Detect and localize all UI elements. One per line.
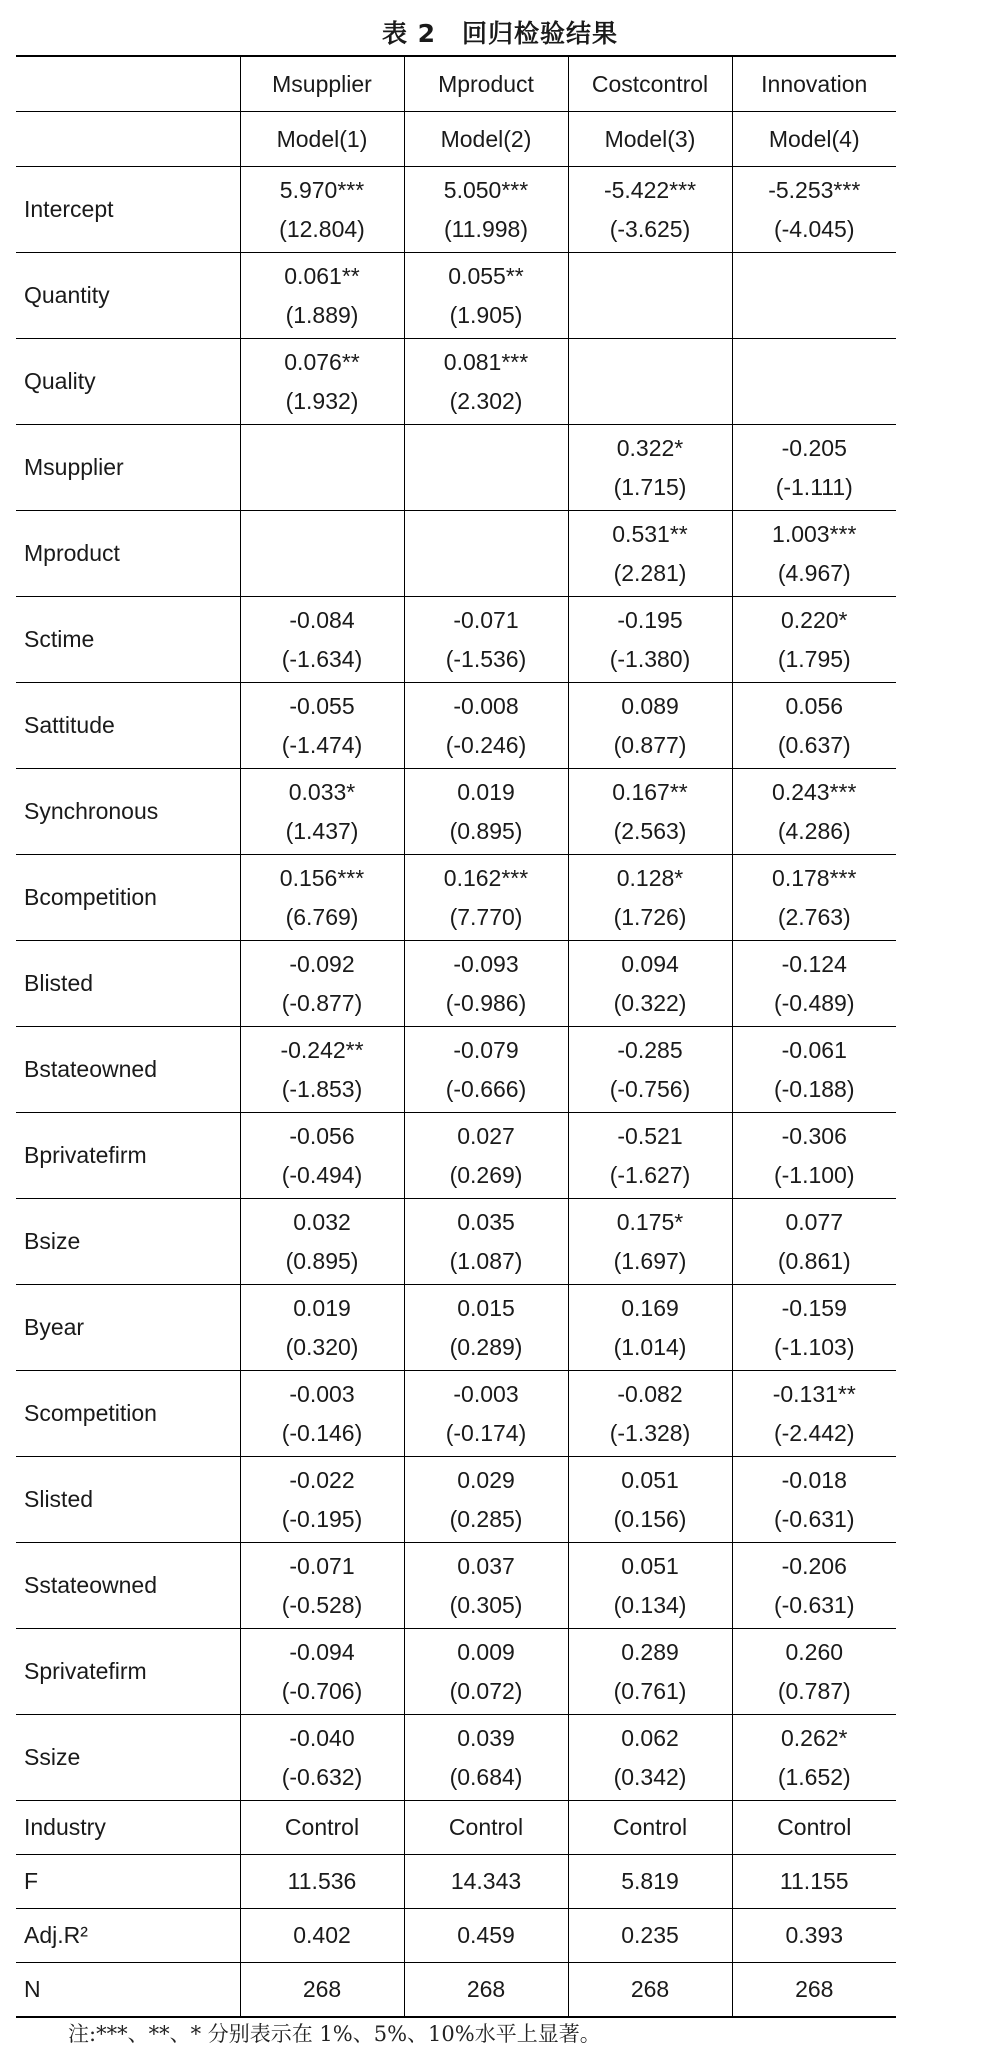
t-statistic: (2.302) bbox=[449, 387, 523, 414]
summary-cell: 14.343 bbox=[404, 1855, 568, 1909]
coefficient: 0.076** bbox=[284, 348, 360, 375]
t-statistic: (-0.246) bbox=[445, 731, 527, 758]
table-cell bbox=[404, 253, 568, 339]
table-row bbox=[16, 511, 896, 597]
table-cell bbox=[404, 1629, 568, 1715]
coefficient: -0.159 bbox=[781, 1294, 847, 1321]
coefficient: -0.195 bbox=[617, 606, 683, 633]
table-row bbox=[16, 167, 896, 253]
t-statistic: (-1.853) bbox=[281, 1075, 363, 1102]
table-cell bbox=[404, 1371, 568, 1457]
summary-cell: 0.459 bbox=[404, 1909, 568, 1963]
table-row bbox=[16, 1629, 896, 1715]
table-row bbox=[16, 1457, 896, 1543]
coefficient: 0.089 bbox=[621, 692, 679, 719]
coefficient: -0.285 bbox=[617, 1036, 683, 1063]
row-label: Msupplier bbox=[16, 425, 240, 511]
summary-cell: Control bbox=[568, 1801, 732, 1855]
header-corner bbox=[16, 112, 240, 167]
row-label: Sattitude bbox=[16, 683, 240, 769]
table-cell bbox=[404, 339, 568, 425]
row-label: Bstateowned bbox=[16, 1027, 240, 1113]
table-cell bbox=[568, 683, 732, 769]
table-cell bbox=[568, 855, 732, 941]
row-label: N bbox=[16, 1963, 240, 2018]
t-statistic: (-0.631) bbox=[773, 1505, 855, 1532]
coefficient: 0.175* bbox=[616, 1208, 684, 1235]
table-cell bbox=[568, 1371, 732, 1457]
t-statistic: (-4.045) bbox=[773, 215, 855, 242]
t-statistic: (-0.706) bbox=[281, 1677, 363, 1704]
table-cell bbox=[732, 1457, 896, 1543]
coefficient: 0.262* bbox=[780, 1724, 848, 1751]
table-cell bbox=[568, 941, 732, 1027]
t-statistic: (-0.528) bbox=[281, 1591, 363, 1618]
t-statistic: (0.342) bbox=[613, 1763, 687, 1790]
model-header: Model(4) bbox=[732, 112, 896, 167]
t-statistic: (1.652) bbox=[777, 1763, 851, 1790]
table-cell bbox=[568, 253, 732, 339]
t-statistic: (0.269) bbox=[449, 1161, 523, 1188]
coefficient: 5.970*** bbox=[279, 176, 365, 203]
coefficient: 0.243*** bbox=[772, 778, 857, 805]
table-cell bbox=[732, 1199, 896, 1285]
coefficient: 0.019 bbox=[293, 1294, 351, 1321]
coefficient: 0.032 bbox=[293, 1208, 351, 1235]
summary-row bbox=[16, 1855, 896, 1909]
header-row-models bbox=[16, 112, 896, 167]
coefficient: -0.061 bbox=[781, 1036, 847, 1063]
row-label: Bprivatefirm bbox=[16, 1113, 240, 1199]
table-cell bbox=[568, 1199, 732, 1285]
table-cell bbox=[240, 1457, 404, 1543]
coefficient: 5.050*** bbox=[443, 176, 529, 203]
table-cell bbox=[240, 597, 404, 683]
t-statistic: (1.905) bbox=[449, 301, 523, 328]
t-statistic: (-0.666) bbox=[445, 1075, 527, 1102]
t-statistic: (-0.195) bbox=[281, 1505, 363, 1532]
t-statistic: (-0.174) bbox=[445, 1419, 527, 1446]
row-label: Bcompetition bbox=[16, 855, 240, 941]
t-statistic: (0.285) bbox=[449, 1505, 523, 1532]
t-statistic: (-0.146) bbox=[281, 1419, 363, 1446]
table-cell bbox=[240, 769, 404, 855]
column-header: Msupplier bbox=[240, 56, 404, 112]
summary-cell: 11.536 bbox=[240, 1855, 404, 1909]
t-statistic: (1.889) bbox=[285, 301, 359, 328]
t-statistic: (0.289) bbox=[449, 1333, 523, 1360]
coefficient: 0.051 bbox=[621, 1552, 679, 1579]
t-statistic: (4.286) bbox=[777, 817, 851, 844]
t-statistic: (0.072) bbox=[449, 1677, 523, 1704]
row-label: Synchronous bbox=[16, 769, 240, 855]
t-statistic: (-2.442) bbox=[773, 1419, 855, 1446]
summary-cell: 0.235 bbox=[568, 1909, 732, 1963]
t-statistic: (12.804) bbox=[279, 215, 365, 242]
coefficient: 0.035 bbox=[457, 1208, 515, 1235]
coefficient: 0.220* bbox=[780, 606, 848, 633]
coefficient: -0.022 bbox=[289, 1466, 355, 1493]
t-statistic: (11.998) bbox=[444, 215, 528, 242]
coefficient: -5.253*** bbox=[768, 176, 861, 203]
table-cell bbox=[568, 1113, 732, 1199]
row-label: Sstateowned bbox=[16, 1543, 240, 1629]
coefficient: -0.082 bbox=[617, 1380, 683, 1407]
row-label: Byear bbox=[16, 1285, 240, 1371]
table-row bbox=[16, 1715, 896, 1801]
t-statistic: (2.763) bbox=[777, 903, 851, 930]
coefficient: 0.027 bbox=[457, 1122, 515, 1149]
table-cell bbox=[240, 1113, 404, 1199]
t-statistic: (2.563) bbox=[613, 817, 687, 844]
t-statistic: (1.932) bbox=[285, 387, 359, 414]
coefficient: 0.039 bbox=[457, 1724, 515, 1751]
coefficient: 0.260 bbox=[785, 1638, 844, 1665]
table-cell bbox=[240, 1715, 404, 1801]
table-row bbox=[16, 941, 896, 1027]
table-cell bbox=[568, 1027, 732, 1113]
t-statistic: (1.014) bbox=[613, 1333, 687, 1360]
table-cell bbox=[732, 253, 896, 339]
coefficient: -0.521 bbox=[617, 1122, 683, 1149]
table-cell bbox=[732, 769, 896, 855]
table-cell bbox=[568, 1629, 732, 1715]
t-statistic: (-3.625) bbox=[609, 215, 691, 242]
row-label: Slisted bbox=[16, 1457, 240, 1543]
t-statistic: (-1.627) bbox=[609, 1161, 691, 1188]
coefficient: 0.015 bbox=[457, 1294, 515, 1321]
t-statistic: (0.320) bbox=[285, 1333, 359, 1360]
row-label: Ssize bbox=[16, 1715, 240, 1801]
coefficient: -0.092 bbox=[289, 950, 355, 977]
summary-cell: 5.819 bbox=[568, 1855, 732, 1909]
table-cell bbox=[240, 855, 404, 941]
coefficient: 0.077 bbox=[785, 1208, 844, 1235]
coefficient: -0.094 bbox=[289, 1638, 355, 1665]
t-statistic: (-1.634) bbox=[281, 645, 363, 672]
row-label: Intercept bbox=[16, 167, 240, 253]
t-statistic: (-0.188) bbox=[773, 1075, 855, 1102]
table-cell bbox=[732, 1113, 896, 1199]
t-statistic: (2.281) bbox=[613, 559, 687, 586]
table-cell bbox=[240, 1629, 404, 1715]
table-cell bbox=[240, 683, 404, 769]
summary-row bbox=[16, 1909, 896, 1963]
row-label: Sctime bbox=[16, 597, 240, 683]
t-statistic: (1.715) bbox=[613, 473, 687, 500]
model-header: Model(2) bbox=[404, 112, 568, 167]
row-label: Quantity bbox=[16, 253, 240, 339]
t-statistic: (0.156) bbox=[613, 1505, 687, 1532]
table-row bbox=[16, 425, 896, 511]
coefficient: -0.018 bbox=[781, 1466, 847, 1493]
t-statistic: (-1.380) bbox=[609, 645, 691, 672]
table-cell bbox=[732, 1285, 896, 1371]
summary-row bbox=[16, 1801, 896, 1855]
table-cell bbox=[568, 339, 732, 425]
coefficient: 0.056 bbox=[785, 692, 844, 719]
t-statistic: (-1.328) bbox=[609, 1419, 691, 1446]
summary-cell: 268 bbox=[568, 1963, 732, 2018]
row-label: Mproduct bbox=[16, 511, 240, 597]
table-title: 表 2 回归检验结果 bbox=[381, 19, 619, 48]
t-statistic: (0.861) bbox=[777, 1247, 851, 1274]
t-statistic: (-0.494) bbox=[281, 1161, 363, 1188]
table-cell bbox=[568, 1457, 732, 1543]
summary-cell: 11.155 bbox=[732, 1855, 896, 1909]
column-header: Innovation bbox=[732, 56, 896, 112]
coefficient: -0.206 bbox=[781, 1552, 847, 1579]
table-cell bbox=[240, 1285, 404, 1371]
coefficient: 0.019 bbox=[457, 778, 515, 805]
table-cell bbox=[568, 425, 732, 511]
t-statistic: (0.787) bbox=[777, 1677, 851, 1704]
table-cell bbox=[240, 511, 404, 597]
table-cell bbox=[732, 683, 896, 769]
coefficient: 0.128* bbox=[616, 864, 684, 891]
table-row bbox=[16, 769, 896, 855]
table-cell bbox=[732, 339, 896, 425]
table-row bbox=[16, 1027, 896, 1113]
coefficient: 0.094 bbox=[621, 950, 679, 977]
table-cell bbox=[404, 425, 568, 511]
row-label: Bsize bbox=[16, 1199, 240, 1285]
table-row bbox=[16, 1199, 896, 1285]
t-statistic: (-1.100) bbox=[773, 1161, 855, 1188]
t-statistic: (0.134) bbox=[613, 1591, 687, 1618]
table-cell bbox=[404, 1457, 568, 1543]
coefficient: -0.306 bbox=[781, 1122, 847, 1149]
t-statistic: (0.895) bbox=[285, 1247, 359, 1274]
summary-cell: 268 bbox=[732, 1963, 896, 2018]
table-cell bbox=[404, 167, 568, 253]
table-cell bbox=[732, 1543, 896, 1629]
t-statistic: (-0.986) bbox=[445, 989, 527, 1016]
table-cell bbox=[404, 1027, 568, 1113]
coefficient: -0.242** bbox=[280, 1036, 364, 1063]
coefficient: -0.003 bbox=[453, 1380, 519, 1407]
summary-cell: 268 bbox=[240, 1963, 404, 2018]
t-statistic: (0.684) bbox=[449, 1763, 523, 1790]
table-cell bbox=[240, 1371, 404, 1457]
table-row bbox=[16, 1285, 896, 1371]
t-statistic: (7.770) bbox=[449, 903, 523, 930]
summary-cell: Control bbox=[732, 1801, 896, 1855]
table-cell bbox=[404, 511, 568, 597]
table-row bbox=[16, 339, 896, 425]
table-cell bbox=[240, 1543, 404, 1629]
summary-cell: 268 bbox=[404, 1963, 568, 2018]
table-cell bbox=[732, 1371, 896, 1457]
header-row-variables bbox=[16, 56, 896, 112]
table-cell bbox=[404, 941, 568, 1027]
coefficient: -0.205 bbox=[781, 434, 847, 461]
coefficient: -0.071 bbox=[289, 1552, 355, 1579]
t-statistic: (1.087) bbox=[449, 1247, 523, 1274]
t-statistic: (-0.877) bbox=[281, 989, 363, 1016]
table-cell bbox=[568, 167, 732, 253]
table-cell bbox=[732, 941, 896, 1027]
coefficient: -0.071 bbox=[453, 606, 519, 633]
t-statistic: (-1.111) bbox=[775, 473, 853, 500]
table-cell bbox=[240, 425, 404, 511]
table-cell bbox=[568, 1543, 732, 1629]
table-cell bbox=[732, 855, 896, 941]
coefficient: 0.531** bbox=[612, 520, 688, 547]
coefficient: -0.124 bbox=[781, 950, 847, 977]
coefficient: 0.055** bbox=[448, 262, 524, 289]
table-cell bbox=[404, 1715, 568, 1801]
coefficient: -0.084 bbox=[289, 606, 355, 633]
t-statistic: (0.761) bbox=[613, 1677, 687, 1704]
table-row bbox=[16, 253, 896, 339]
summary-cell: 0.393 bbox=[732, 1909, 896, 1963]
coefficient: 0.167** bbox=[612, 778, 688, 805]
table-cell bbox=[568, 1285, 732, 1371]
table-cell bbox=[732, 597, 896, 683]
coefficient: -0.056 bbox=[289, 1122, 355, 1149]
t-statistic: (-1.474) bbox=[281, 731, 363, 758]
coefficient: 0.061** bbox=[284, 262, 360, 289]
row-label: Blisted bbox=[16, 941, 240, 1027]
table-row bbox=[16, 683, 896, 769]
coefficient: 0.029 bbox=[457, 1466, 515, 1493]
table-cell bbox=[732, 1629, 896, 1715]
t-statistic: (0.322) bbox=[613, 989, 687, 1016]
table-row bbox=[16, 597, 896, 683]
table-cell bbox=[240, 167, 404, 253]
table-cell bbox=[404, 683, 568, 769]
coefficient: 0.009 bbox=[457, 1638, 515, 1665]
coefficient: -0.003 bbox=[289, 1380, 355, 1407]
header-corner bbox=[16, 56, 240, 112]
coefficient: 0.062 bbox=[621, 1724, 679, 1751]
t-statistic: (6.769) bbox=[285, 903, 359, 930]
coefficient: -0.040 bbox=[289, 1724, 355, 1751]
table-row bbox=[16, 1113, 896, 1199]
coefficient: 0.156*** bbox=[279, 864, 365, 891]
table-cell bbox=[404, 1199, 568, 1285]
coefficient: -0.093 bbox=[453, 950, 519, 977]
row-label: Sprivatefirm bbox=[16, 1629, 240, 1715]
summary-cell: Control bbox=[240, 1801, 404, 1855]
coefficient: 0.037 bbox=[457, 1552, 515, 1579]
summary-cell: Control bbox=[404, 1801, 568, 1855]
coefficient: -0.131** bbox=[772, 1380, 856, 1407]
coefficient: 0.289 bbox=[621, 1638, 679, 1665]
table-row bbox=[16, 1543, 896, 1629]
table-cell bbox=[240, 1199, 404, 1285]
table-cell bbox=[732, 1027, 896, 1113]
table-cell bbox=[240, 1027, 404, 1113]
t-statistic: (1.437) bbox=[285, 817, 359, 844]
coefficient: -5.422*** bbox=[603, 176, 697, 203]
t-statistic: (-1.103) bbox=[773, 1333, 855, 1360]
model-header: Model(1) bbox=[240, 112, 404, 167]
t-statistic: (4.967) bbox=[777, 559, 851, 586]
table-cell bbox=[732, 425, 896, 511]
table-cell bbox=[568, 511, 732, 597]
table-cell bbox=[404, 855, 568, 941]
column-header: Costcontrol bbox=[568, 56, 732, 112]
table-cell bbox=[240, 339, 404, 425]
row-label: Quality bbox=[16, 339, 240, 425]
coefficient: 0.322* bbox=[616, 434, 684, 461]
t-statistic: (-0.489) bbox=[773, 989, 855, 1016]
table-cell bbox=[404, 597, 568, 683]
model-header: Model(3) bbox=[568, 112, 732, 167]
table-cell bbox=[732, 511, 896, 597]
t-statistic: (0.637) bbox=[777, 731, 851, 758]
coefficient: 0.081*** bbox=[443, 348, 529, 375]
table-cell bbox=[404, 1285, 568, 1371]
coefficient: -0.055 bbox=[289, 692, 355, 719]
table-cell bbox=[732, 167, 896, 253]
table-cell bbox=[568, 769, 732, 855]
coefficient: 0.051 bbox=[621, 1466, 679, 1493]
coefficient: -0.079 bbox=[453, 1036, 519, 1063]
t-statistic: (0.305) bbox=[449, 1591, 523, 1618]
t-statistic: (-1.536) bbox=[445, 645, 527, 672]
t-statistic: (-0.756) bbox=[609, 1075, 691, 1102]
significance-note: 注:***、**、* 分别表示在 1%、5%、10%水平上显著。 bbox=[68, 2022, 601, 2046]
t-statistic: (0.895) bbox=[449, 817, 523, 844]
table-cell bbox=[404, 769, 568, 855]
t-statistic: (-0.631) bbox=[773, 1591, 855, 1618]
coefficient: 0.169 bbox=[621, 1294, 679, 1321]
row-label: Adj.R² bbox=[16, 1909, 240, 1963]
t-statistic: (0.877) bbox=[613, 731, 687, 758]
t-statistic: (1.726) bbox=[613, 903, 687, 930]
table-cell bbox=[404, 1543, 568, 1629]
row-label: F bbox=[16, 1855, 240, 1909]
coefficient: 0.033* bbox=[288, 778, 356, 805]
t-statistic: (1.795) bbox=[777, 645, 851, 672]
column-header: Mproduct bbox=[404, 56, 568, 112]
table-cell bbox=[568, 1715, 732, 1801]
table-cell bbox=[568, 597, 732, 683]
table-row bbox=[16, 855, 896, 941]
coefficient: 0.162*** bbox=[443, 864, 529, 891]
table-row bbox=[16, 1371, 896, 1457]
coefficient: 1.003*** bbox=[772, 520, 857, 547]
t-statistic: (1.697) bbox=[613, 1247, 687, 1274]
coefficient: -0.008 bbox=[453, 692, 519, 719]
coefficient: 0.178*** bbox=[772, 864, 857, 891]
table-cell bbox=[732, 1715, 896, 1801]
summary-row bbox=[16, 1963, 896, 2018]
row-label: Industry bbox=[16, 1801, 240, 1855]
row-label: Scompetition bbox=[16, 1371, 240, 1457]
table-cell bbox=[240, 941, 404, 1027]
regression-table bbox=[16, 55, 896, 2018]
table-cell bbox=[240, 253, 404, 339]
table-cell bbox=[404, 1113, 568, 1199]
t-statistic: (-0.632) bbox=[281, 1763, 363, 1790]
summary-cell: 0.402 bbox=[240, 1909, 404, 1963]
